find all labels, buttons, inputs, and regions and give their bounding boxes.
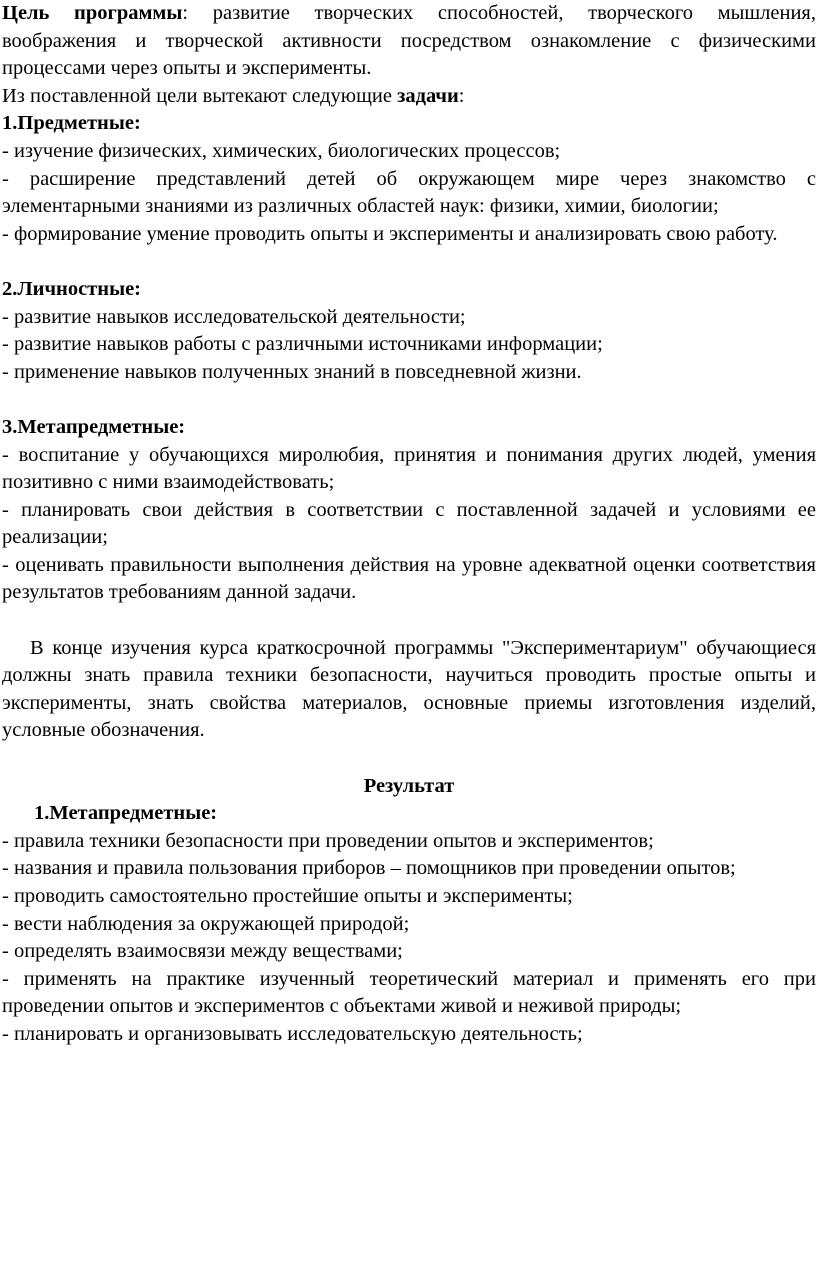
list-item: - проводить самостоятельно простейшие опыты и эксперименты; bbox=[2, 885, 573, 907]
conclusion-paragraph: В конце изучения курса краткосрочной программы "Экспериментариум" обучающиеся должны знать правила техники безопасности, научиться проводить простые опыты и эксперименты, знать свойства материалов, основные приемы изготовления изделий, условные обозначения. bbox=[2, 636, 816, 742]
section-heading-meta bbox=[2, 414, 816, 442]
tasks-intro-text: Из поставленной цели вытекают следующие bbox=[2, 84, 398, 107]
goal-paragraph bbox=[2, 0, 816, 83]
goal-text: : развитие творческих способностей, творческого мышления, воображения и творческой активности посредством ознакомление с физическими процессами через опыты и эксперименты. bbox=[2, 2, 816, 80]
section-heading-personal-text: 2.Личностные: bbox=[2, 277, 141, 300]
result-title-text: Результат bbox=[363, 774, 455, 797]
list-item: - вести наблюдения за окружающей природой; bbox=[2, 912, 410, 935]
section-heading-subject bbox=[2, 110, 816, 138]
list-item: - названия и правила пользования приборов – помощников при проведении опытов; bbox=[2, 857, 736, 880]
spacer bbox=[2, 745, 816, 773]
list-item: - применять на практике изученный теоретический материал и применять его при проведении опытов и экспериментов с объектами живой и неживой природы; bbox=[2, 967, 816, 1018]
list-item: - развитие навыков работы с различными источниками информации; bbox=[2, 333, 603, 356]
list-item: - изучение физических, химических, биологических процессов; bbox=[2, 139, 561, 162]
goal-label: Цель программы bbox=[2, 2, 183, 24]
list-item: - планировать и организовывать исследовательскую деятельность; bbox=[2, 1022, 583, 1045]
tasks-intro-tail: : bbox=[458, 84, 465, 107]
section-heading-meta-text: 3.Метапредметные: bbox=[2, 415, 186, 438]
result-heading-text: 1.Метапредметные: bbox=[34, 802, 218, 825]
spacer bbox=[2, 607, 816, 635]
list-item: - развитие навыков исследовательской деятельности; bbox=[2, 305, 466, 328]
list-item: - расширение представлений детей об окружающем мире через знакомство с элементарными знаниями из различных областей наук: физики, химии, биологии; bbox=[2, 167, 816, 218]
list-item: - правила техники безопасности при проведении опытов и экспериментов; bbox=[2, 829, 654, 852]
tasks-intro-bold: задачи bbox=[397, 84, 459, 107]
result-title bbox=[2, 773, 816, 801]
tasks-intro bbox=[2, 83, 816, 111]
list-item: - применение навыков полученных знаний в повседневной жизни. bbox=[2, 360, 582, 383]
result-heading bbox=[34, 800, 816, 828]
list-item: - планировать свои действия в соответствии с поставленной задачей и условиями ее реализации; bbox=[2, 498, 816, 549]
section-heading-personal bbox=[2, 276, 816, 304]
list-item: - определять взаимосвязи между веществами; bbox=[2, 940, 403, 963]
spacer bbox=[2, 248, 816, 276]
list-item: - оценивать правильности выполнения действия на уровне адекватной оценки соответствия результатов требованиям данной задачи. bbox=[2, 553, 816, 604]
spacer bbox=[2, 386, 816, 414]
list-item: - формирование умение проводить опыты и эксперименты и анализировать свою работу. bbox=[2, 222, 778, 245]
list-item: - воспитание у обучающихся миролюбия, принятия и понимания других людей, умения позитивно с ними взаимодействовать; bbox=[2, 443, 816, 494]
result-block bbox=[2, 800, 816, 1048]
section-heading-subject-text: 1.Предметные: bbox=[2, 112, 141, 135]
